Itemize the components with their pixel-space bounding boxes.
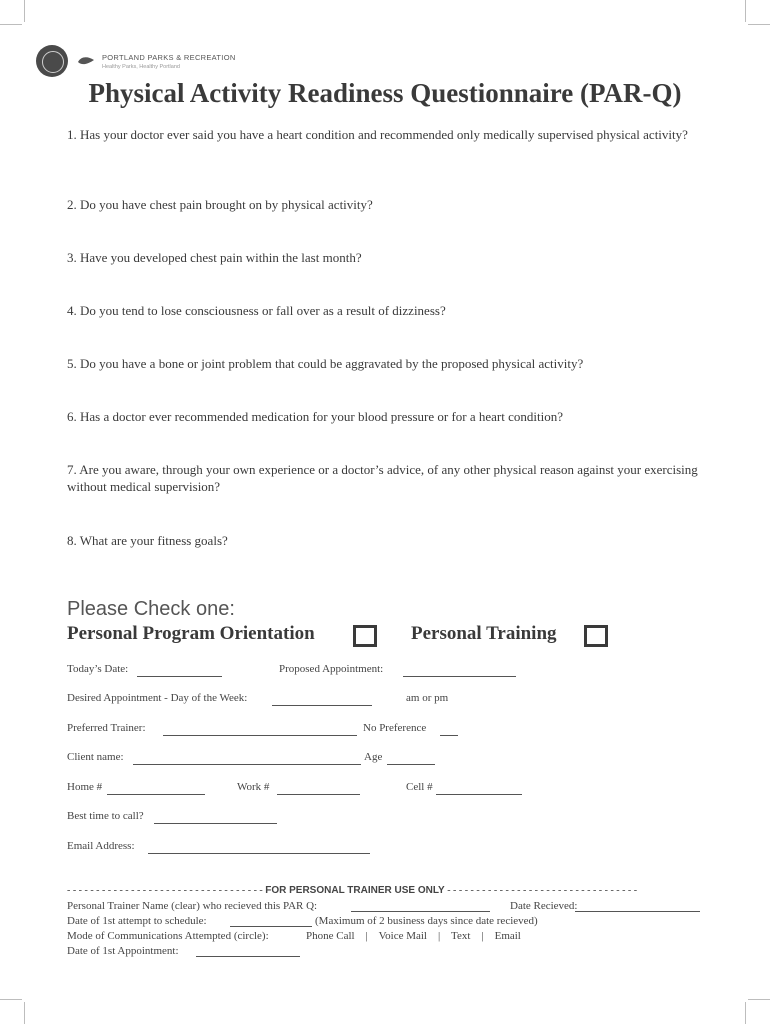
dash-rule-right: - - - - - - - - - - - - - - - - - - - - - - - - - - - - - - - - -	[447, 885, 638, 896]
cell-phone-label: Cell #	[406, 781, 433, 793]
age-field[interactable]	[387, 764, 435, 765]
mode-email[interactable]: Email	[494, 930, 521, 942]
question-2: 2. Do you have chest pain brought on by physical activity?	[67, 197, 373, 212]
client-name-label: Client name:	[67, 751, 124, 763]
question-6: 6. Has a doctor ever recommended medication for your blood pressure or for a heart condition?	[67, 409, 563, 424]
work-phone-label: Work #	[237, 781, 270, 793]
no-preference-field[interactable]	[440, 735, 458, 736]
mode-separator: |	[357, 930, 377, 942]
work-phone-field[interactable]	[277, 794, 360, 795]
check-one-heading: Please Check one:	[67, 598, 235, 620]
preferred-trainer-field[interactable]	[163, 735, 357, 736]
cell-phone-field[interactable]	[436, 794, 522, 795]
mode-separator: |	[429, 930, 449, 942]
question-1: 1. Has your doctor ever said you have a heart condition and recommended only medically supervised physical activity?	[67, 127, 688, 142]
mode-voice-mail[interactable]: Voice Mail	[378, 930, 427, 942]
crop-mark	[748, 999, 770, 1000]
question-4: 4. Do you tend to lose consciousness or fall over as a result of dizziness?	[67, 303, 446, 318]
comm-mode-options	[306, 930, 521, 942]
proposed-appointment-label: Proposed Appointment:	[279, 663, 384, 675]
comm-mode-label: Mode of Communications Attempted (circle):	[67, 930, 269, 942]
trainer-name-field[interactable]	[351, 911, 490, 912]
home-phone-field[interactable]	[107, 794, 205, 795]
todays-date-field[interactable]	[137, 676, 222, 677]
first-appointment-label: Date of 1st Appointment:	[67, 945, 179, 957]
desired-day-field[interactable]	[272, 705, 372, 706]
email-label: Email Address:	[67, 840, 135, 852]
trainer-section-title: FOR PERSONAL TRAINER USE ONLY	[265, 885, 445, 896]
am-pm-label: am or pm	[406, 692, 449, 704]
city-seal-icon	[36, 45, 68, 77]
question-5: 5. Do you have a bone or joint problem that could be aggravated by the proposed physical activity?	[67, 356, 584, 371]
option-personal-training-label: Personal Training	[411, 623, 557, 644]
desired-day-label: Desired Appointment - Day of the Week:	[67, 692, 248, 704]
crop-mark	[24, 0, 25, 22]
crop-mark	[0, 999, 22, 1000]
first-attempt-label: Date of 1st attempt to schedule:	[67, 915, 207, 927]
email-field[interactable]	[148, 853, 370, 854]
no-preference-label: No Preference	[363, 722, 427, 734]
crop-mark	[745, 1002, 746, 1024]
question-8: 8. What are your fitness goals?	[67, 533, 228, 548]
dash-rule-left: - - - - - - - - - - - - - - - - - - - - - - - - - - - - - - - - - -	[67, 885, 266, 896]
org-logo	[36, 45, 236, 77]
best-time-field[interactable]	[154, 823, 277, 824]
program-orientation-checkbox[interactable]	[353, 625, 377, 647]
home-phone-label: Home #	[67, 781, 103, 793]
org-name: PORTLAND PARKS & RECREATION	[102, 52, 236, 62]
question-3: 3. Have you developed chest pain within the last month?	[67, 250, 362, 265]
date-received-field[interactable]	[575, 911, 700, 912]
first-appointment-field[interactable]	[196, 956, 300, 957]
mode-separator: |	[473, 930, 492, 942]
org-tagline: Healthy Parks, Healthy Portland	[102, 63, 180, 70]
max-days-note: (Maximum of 2 business days since date recieved)	[315, 915, 538, 927]
question-7: 7. Are you aware, through your own experience or a doctor’s advice, of any other physical reason against your exercising without medical supervision?	[67, 462, 698, 494]
crop-mark	[745, 0, 746, 22]
crop-mark	[0, 24, 22, 25]
date-received-label: Date Recieved:	[510, 900, 578, 912]
personal-training-checkbox[interactable]	[584, 625, 608, 647]
trainer-name-label: Personal Trainer Name (clear) who recieved this PAR Q:	[67, 900, 318, 912]
crop-mark	[24, 1002, 25, 1024]
leaf-icon	[76, 54, 96, 68]
proposed-appointment-field[interactable]	[403, 676, 516, 677]
option-program-orientation-label: Personal Program Orientation	[67, 623, 315, 644]
mode-phone-call[interactable]: Phone Call	[306, 930, 355, 942]
mode-text[interactable]: Text	[451, 930, 471, 942]
best-time-label: Best time to call?	[67, 810, 144, 822]
page-title: Physical Activity Readiness Questionnaire (PAR-Q)	[88, 78, 682, 108]
trainer-section-heading	[67, 885, 637, 896]
client-name-field[interactable]	[133, 764, 361, 765]
first-attempt-field[interactable]	[230, 926, 312, 927]
todays-date-label: Today’s Date:	[67, 663, 129, 675]
preferred-trainer-label: Preferred Trainer:	[67, 722, 146, 734]
age-label: Age	[364, 751, 383, 763]
crop-mark	[748, 24, 770, 25]
